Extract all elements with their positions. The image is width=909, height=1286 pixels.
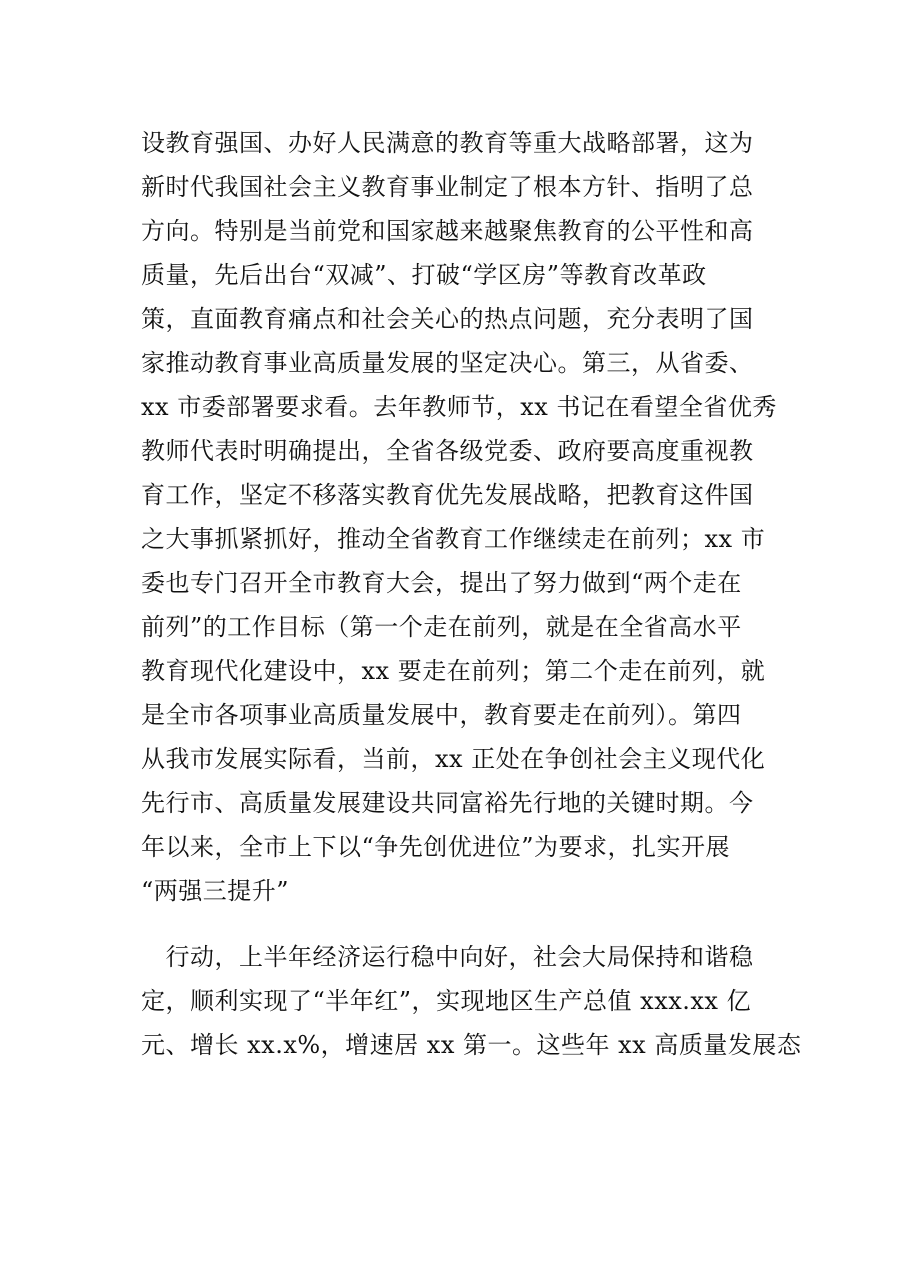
text-line: 年以来，全市上下以“争先创优进位”为要求，扎实开展	[141, 833, 731, 861]
text-line: 策，直面教育痛点和社会关心的热点问题，充分表明了国	[141, 305, 754, 333]
text-line: 是全市各项事业高质量发展中，教育要走在前列）。第四	[141, 701, 742, 729]
text-line: 元、增长 xx.x%，增速居 xx 第一。这些年 xx 高质量发展态	[141, 1031, 802, 1059]
text-line: 从我市发展实际看，当前，xx 正处在争创社会主义现代化	[141, 745, 766, 773]
text-line: 方向。特别是当前党和国家越来越聚焦教育的公平性和高	[141, 217, 754, 245]
text-line: 委也专门召开全市教育大会，提出了努力做到“两个走在	[141, 569, 742, 597]
text-line: xx 市委部署要求看。去年教师节，xx 书记在看望全省优秀	[141, 393, 777, 421]
text-line: 家推动教育事业高质量发展的坚定决心。第三，从省委、	[141, 349, 754, 377]
text-line: 新时代我国社会主义教育事业制定了根本方针、指明了总	[141, 173, 754, 201]
text-line: 前列”的工作目标（第一个走在前列，就是在全省高水平	[141, 613, 742, 641]
text-line: “两强三提升”	[141, 877, 290, 905]
text-line: 定，顺利实现了“半年红”，实现地区生产总值 xxx.xx 亿	[141, 987, 752, 1015]
text-line: 之大事抓紧抓好，推动全省教育工作继续走在前列；xx 市	[141, 525, 766, 553]
text-line: 设教育强国、办好人民满意的教育等重大战略部署，这为	[141, 129, 754, 157]
text-line: 先行市、高质量发展建设共同富裕先行地的关键时期。今	[141, 789, 754, 817]
text-line: 教师代表时明确提出，全省各级党委、政府要高度重视教	[141, 437, 754, 465]
text-line: 质量，先后出台“双减”、打破“学区房”等教育改革政	[141, 261, 707, 289]
text-line: 行动，上半年经济运行稳中向好，社会大局保持和谐稳	[141, 943, 754, 971]
text-line: 育工作，坚定不移落实教育优先发展战略，把教育这件国	[141, 481, 754, 509]
text-line: 教育现代化建设中，xx 要走在前列；第二个走在前列，就	[141, 657, 766, 685]
